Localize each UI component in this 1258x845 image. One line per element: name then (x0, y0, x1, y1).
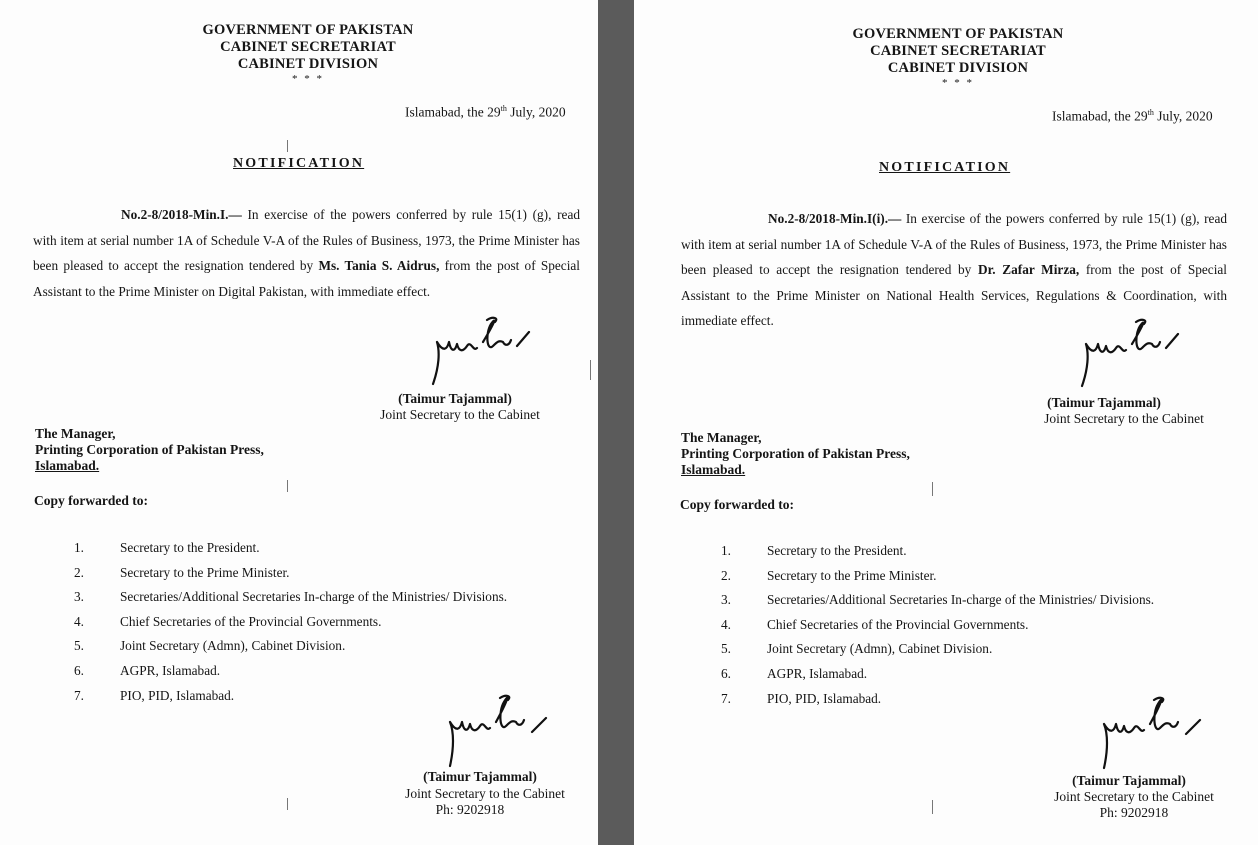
reference-number: No.2-8/2018-Min.I(i).— (768, 211, 902, 226)
signatory2-phone: Ph: 9202918 (435, 802, 505, 817)
signature-2 (440, 688, 555, 768)
addressee-line-3: Islamabad. (681, 462, 746, 477)
notification-body: No.2-8/2018-Min.I.— In exercise of the powers conferred by rule 15(1) (g), read with item at serial number 1A of Schedule V-A of the Rules of Business, 1973, the Prime Minister has been pleased to accept the resignation tendered by Ms. Tania S. Aidrus, from the post of Special Assistant to the Prime Minister on Digital Pakistan, with immediate effect. (33, 207, 580, 299)
header-line-1: GOVERNMENT OF PAKISTAN (852, 26, 1064, 42)
scan-mark (590, 360, 591, 380)
signatory2-title: Joint Secretary to the Cabinet (405, 786, 565, 801)
signatory2-title: Joint Secretary to the Cabinet (1054, 789, 1214, 804)
list-item: 6. AGPR, Islamabad. (74, 662, 221, 678)
signatory-name: (Taimur Tajammal) (398, 391, 512, 406)
list-item: 2. Secretary to the Prime Minister. (74, 564, 290, 580)
header-line-2: CABINET SECRETARIAT (220, 39, 396, 55)
notification-page-left (0, 0, 598, 845)
addressee-line-1: The Manager, (35, 426, 116, 441)
scan-mark (287, 798, 288, 810)
page-divider (598, 0, 634, 845)
header-line-3: CABINET DIVISION (237, 56, 379, 72)
date-line: Islamabad, the 29th July, 2020 (405, 104, 566, 120)
date-line: Islamabad, the 29th July, 2020 (1052, 108, 1213, 124)
addressee-line-3: Islamabad. (35, 458, 100, 473)
recipient-list (74, 540, 507, 712)
list-item: 7. PIO, PID, Islamabad. (74, 687, 235, 703)
header-line-1: GOVERNMENT OF PAKISTAN (202, 22, 414, 38)
person-name: Dr. Zafar Mirza, (977, 262, 1080, 277)
addressee-line-2: Printing Corporation of Pakistan Press, (681, 446, 910, 461)
notification-title: NOTIFICATION (233, 156, 365, 171)
list-item: 3. Secretaries/Additional Secretaries In-charge of the Ministries/ Divisions. (721, 592, 1155, 608)
header-line-2: CABINET SECRETARIAT (870, 43, 1046, 59)
signatory2-name: (Taimur Tajammal) (423, 769, 537, 784)
signature-1 (1074, 314, 1184, 389)
list-item: 3. Secretaries/Additional Secretaries In-charge of the Ministries/ Divisions. (74, 589, 508, 605)
list-item: 7. PIO, PID, Islamabad. (721, 690, 882, 706)
list-item: 5. Joint Secretary (Admn), Cabinet Division. (721, 641, 993, 657)
person-name: Ms. Tania S. Aidrus, (318, 258, 440, 273)
list-item: 2. Secretary to the Prime Minister. (721, 567, 937, 583)
copy-forwarded-label: Copy forwarded to: (34, 493, 148, 508)
notification-page-right (634, 0, 1258, 845)
signatory-title: Joint Secretary to the Cabinet (380, 407, 540, 422)
signatory-title: Joint Secretary to the Cabinet (1044, 411, 1204, 426)
addressee-line-1: The Manager, (681, 430, 762, 445)
notification-title: NOTIFICATION (879, 160, 1011, 175)
list-item: 5. Joint Secretary (Admn), Cabinet Division. (74, 638, 346, 654)
notification-body: No.2-8/2018-Min.I(i).— In exercise of the powers conferred by rule 15(1) (g), read with item at serial number 1A of Schedule V-A of the Rules of Business, 1973, the Prime Minister has been pleased to accept the resignation tendered by Dr. Zafar Mirza, from the post of Special Assistant to the Prime Minister on National Health Services, Regulations & Coordination, with immediate effect. (681, 211, 1227, 328)
signatory2-name: (Taimur Tajammal) (1072, 773, 1186, 788)
signature-1 (425, 312, 535, 387)
list-item: 4. Chief Secretaries of the Provincial Governments. (74, 613, 382, 629)
scan-mark (287, 480, 288, 492)
addressee-line-2: Printing Corporation of Pakistan Press, (35, 442, 264, 457)
scan-mark (287, 140, 288, 152)
list-item: 1. Secretary to the President. (74, 540, 260, 555)
reference-number: No.2-8/2018-Min.I.— (121, 207, 242, 222)
scan-mark (932, 482, 933, 496)
list-item: 6. AGPR, Islamabad. (721, 665, 868, 681)
header-line-3: CABINET DIVISION (887, 60, 1029, 76)
signatory-name: (Taimur Tajammal) (1047, 395, 1161, 410)
list-item: 4. Chief Secretaries of the Provincial Governments. (721, 616, 1029, 632)
copy-forwarded-label: Copy forwarded to: (680, 497, 794, 512)
header-stars: * * * (942, 77, 974, 89)
recipient-list (721, 543, 1154, 715)
scan-mark (932, 800, 933, 814)
list-item: 1. Secretary to the President. (721, 543, 907, 558)
signatory2-phone: Ph: 9202918 (1099, 805, 1169, 820)
header-stars: * * * (292, 73, 324, 85)
signature-2 (1094, 690, 1209, 770)
